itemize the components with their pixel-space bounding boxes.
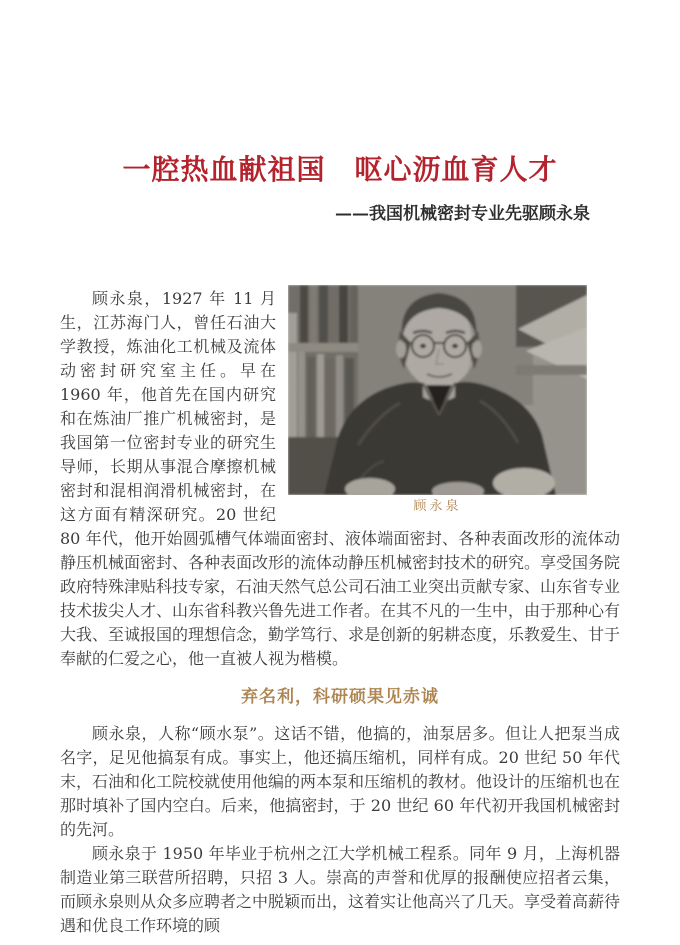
paragraph-2: 顾永泉，人称“顾水泵”。这话不错，他搞的，油泵居多。但让人把泵当成名字，足见他搞泵有成。事实上，他还搞压缩机，同样有成。20 世纪 50 年代末，石油和化工院校就使用他编的两本泵和压缩机的教材。他设计的压缩机也在那时填补了国内空白。后来，他搞密封，于 20 世纪 60 年代初开我国机械密封的先河。 [60,723,621,839]
paragraph-3: 顾永泉于 1950 年毕业于杭州之江大学机械工程系。同年 9 月，上海机器制造业第三联营所招聘，只招 3 人。崇高的声誉和优厚的报酬使应招者云集，而顾永泉则从众多应聘者之中脱颖而出，这着实让他高兴了几天。享受着高薪待遇和优良工作环境的顾 [60,843,621,935]
page-title: 一腔热血献祖国 呕心沥血育人才 [122,153,558,186]
paragraph-1: 顾永泉，1927 年 11 月生，江苏海门人，曾任石油大学教授，炼油化工机械及流体动密封研究室主任。早在 1960 年，他首先在国内研究和在炼油厂推广机械密封，是我国第一位密封专业的研究生导师，长期从事混合摩擦机械密封和混相润滑机械密封，在这方面有精深研究。20 世纪 80 年代，他开始圆弧槽气体端面密封、液体端面密封、各种表面改形的流体动静压机械面密封、各种表面改形的流体动静压机械密封技术的研究。享受国务院政府特殊津贴科技专家，石油天然气总公司石油工业突出贡献专家、山东省专业技术拔尖人才、山东省科教兴鲁先进工作者。在其不凡的一生中，由于那种心有大我、至诚报国的理想信念，勤学笃行、求是创新的躬耕态度，乐教爱生、甘于奉献的仁爱之心，他一直被人视为楷模。 [60,289,621,669]
page-subtitle: ——我国机械密封专业先驱顾永泉 [335,204,590,225]
portrait-photo [288,285,587,515]
section-heading: 弃名利，科研硕果见赤诚 [241,687,439,708]
photo-caption: 顾永泉 [413,499,462,515]
portrait-photo-image [288,285,587,495]
article-body [60,287,620,937]
